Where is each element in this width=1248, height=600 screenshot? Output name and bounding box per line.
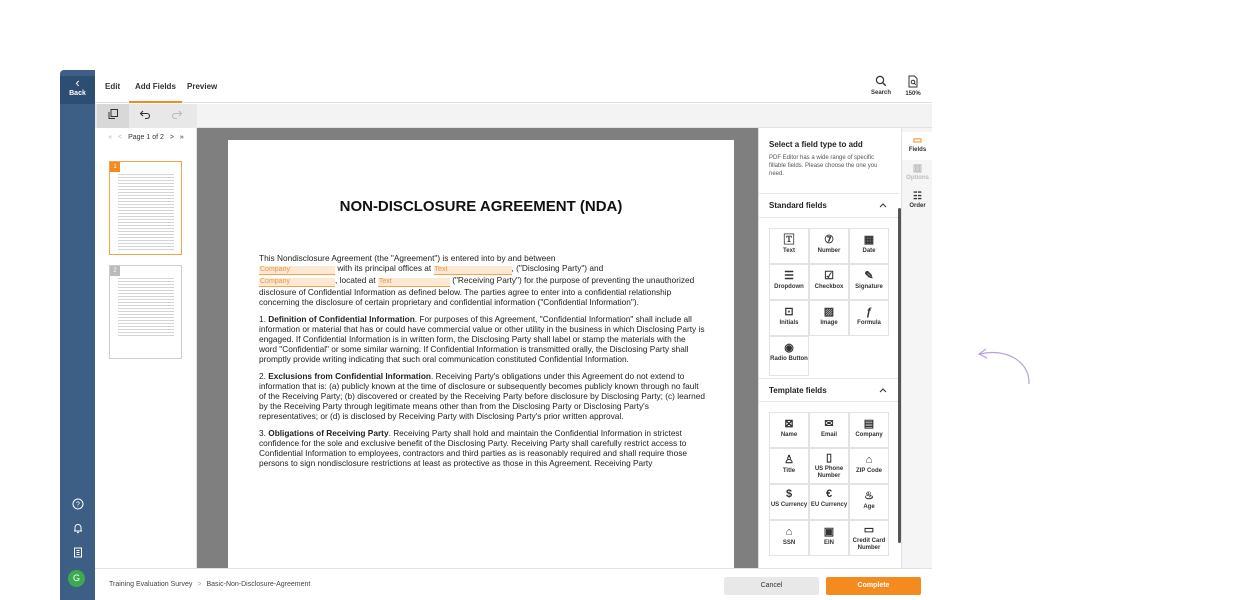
toolbar-spacer bbox=[197, 104, 932, 128]
euro-icon: € bbox=[825, 488, 833, 500]
text-field[interactable]: Text bbox=[434, 266, 512, 275]
tab-label: Fields bbox=[908, 147, 927, 153]
field-label: Age bbox=[863, 504, 875, 510]
redo-icon[interactable] bbox=[161, 104, 193, 128]
intro-text: with its principal offices at bbox=[337, 263, 432, 273]
field-name[interactable] bbox=[769, 412, 809, 448]
section-title: Exclusions from Confidential Information bbox=[268, 371, 431, 381]
field-us-currency[interactable] bbox=[769, 484, 809, 520]
field-label: Company bbox=[855, 432, 883, 438]
cancel-button[interactable]: Cancel bbox=[724, 577, 819, 595]
breadcrumb-separator: > bbox=[197, 581, 202, 588]
field-ssn[interactable] bbox=[769, 520, 809, 556]
section-text: . Receiving Party's obligations under this Agreement do not extend to information that is: (a) publicly known at the time of disclosure or subsequently becomes publicly known through no fault of the Receiving Party; (b) discovered or created by the Receiving Party before disclosure by Disclosing Party; (c) learned by the Receiving Party through legitimate means other than from the Disclosing Party or Disclosing Party's representatives; or (d) is disclosed by Receiving Party with Disclosing Party's prior written approval. bbox=[259, 371, 705, 421]
fields-icon: ▭ bbox=[912, 135, 923, 146]
field-number[interactable] bbox=[809, 228, 849, 264]
svg-text:?: ? bbox=[75, 501, 80, 509]
field-label: ZIP Code bbox=[856, 468, 882, 474]
field-formula[interactable] bbox=[849, 300, 889, 336]
field-label: Checkbox bbox=[814, 284, 844, 290]
title-icon: ♙ bbox=[784, 454, 794, 466]
bell-icon[interactable] bbox=[60, 522, 95, 537]
panel-header bbox=[759, 128, 899, 194]
breadcrumb-document: Basic-Non-Disclosure-Agreement bbox=[206, 581, 311, 588]
standard-fields-header[interactable] bbox=[759, 194, 899, 218]
section-text: . Receiving Party shall hold and maintain the Confidential Information in strictest confidence for the sole and exclusive benefit of the Disclosing Party. Receiving Party shall carefully restrict access to Confidential Information to employees, contractors and third parties as is reasonably required and shall require those persons to sign nondisclosure restrictions at least as protective as those in this Agreement. Receiving Party bbox=[259, 428, 687, 468]
calendar-icon: ▦ bbox=[863, 234, 875, 246]
field-company[interactable] bbox=[849, 412, 889, 448]
tab-options[interactable] bbox=[902, 160, 932, 188]
document-viewer[interactable] bbox=[197, 128, 758, 568]
side-rail bbox=[901, 128, 932, 568]
field-signature[interactable] bbox=[849, 264, 889, 300]
intro-paragraph bbox=[259, 253, 705, 307]
field-label: US Currency bbox=[770, 502, 808, 508]
field-label: Date bbox=[862, 248, 876, 254]
pdf-editor-window bbox=[60, 70, 932, 600]
panel-title: Select a field type to add bbox=[769, 140, 863, 149]
tab-add-fields[interactable]: Add Fields bbox=[129, 70, 182, 103]
panel-description: PDF Editor has a wide range of specific fillable fields. Please choose the one you need. bbox=[769, 155, 878, 177]
field-us-phone[interactable] bbox=[809, 448, 849, 484]
document-body bbox=[259, 253, 705, 475]
thumbnail-number: 1 bbox=[110, 162, 120, 172]
document-title: NON-DISCLOSURE AGREEMENT (NDA) bbox=[339, 198, 623, 215]
field-label: EU Currency bbox=[810, 502, 848, 508]
company-field[interactable]: Company bbox=[259, 278, 335, 287]
search-button[interactable] bbox=[867, 75, 895, 96]
standard-fields-grid bbox=[769, 228, 891, 378]
ein-icon: ▣ bbox=[823, 526, 835, 538]
zoom-page-icon bbox=[899, 75, 927, 91]
field-credit-card[interactable] bbox=[849, 520, 889, 556]
thumbnail-number: 2 bbox=[110, 266, 120, 276]
section-3 bbox=[259, 428, 705, 468]
field-label: Signature bbox=[855, 284, 883, 290]
zoom-button[interactable] bbox=[899, 75, 927, 97]
number-field-icon: ⑦ bbox=[824, 234, 834, 246]
checkbox-icon: ☑ bbox=[824, 270, 834, 282]
copy-icon[interactable] bbox=[97, 104, 129, 128]
back-label: Back bbox=[69, 90, 86, 97]
curved-arrow-icon bbox=[974, 346, 1034, 390]
undo-icon[interactable] bbox=[129, 104, 161, 128]
pager bbox=[95, 134, 197, 141]
tab-fields[interactable] bbox=[902, 132, 932, 160]
page-indicator: Page 1 of 2 bbox=[128, 134, 164, 141]
section-title: Obligations of Receiving Party bbox=[268, 428, 389, 438]
zip-icon: ⌂ bbox=[865, 454, 873, 466]
field-label: Radio Button bbox=[770, 356, 808, 362]
field-label: EIN bbox=[823, 540, 834, 546]
options-icon: ▥ bbox=[912, 163, 923, 174]
intro-text: , located at bbox=[335, 275, 376, 285]
intro-text: , ("Disclosing Party") and bbox=[511, 263, 604, 273]
breadcrumb-folder[interactable]: Training Evaluation Survey bbox=[109, 581, 193, 588]
field-zip-code[interactable] bbox=[849, 448, 889, 484]
ssn-icon: ⌂ bbox=[785, 526, 793, 538]
radio-icon: ◉ bbox=[784, 342, 794, 354]
credit-card-icon: ▭ bbox=[863, 524, 875, 536]
dropdown-icon: ☰ bbox=[784, 270, 794, 282]
text-field-icon: 🅃 bbox=[783, 234, 795, 246]
tab-label: Order bbox=[909, 203, 926, 209]
back-button[interactable] bbox=[60, 76, 95, 104]
breadcrumb bbox=[109, 569, 310, 600]
field-label: Initials bbox=[779, 320, 799, 326]
field-label: Name bbox=[780, 432, 798, 438]
field-label: Credit Card Number bbox=[852, 538, 886, 551]
field-eu-currency[interactable] bbox=[809, 484, 849, 520]
order-icon: ☷ bbox=[913, 191, 922, 202]
signature-icon: ✎ bbox=[864, 270, 874, 282]
cake-icon: ♨ bbox=[864, 490, 874, 502]
field-label: Number bbox=[817, 248, 841, 254]
initials-icon: ⊡ bbox=[784, 306, 794, 318]
field-radio-button[interactable] bbox=[769, 336, 809, 376]
field-age[interactable] bbox=[849, 484, 889, 520]
field-date[interactable] bbox=[849, 228, 889, 264]
chevron-left-icon: ‹ bbox=[75, 75, 80, 90]
chevron-up-icon bbox=[879, 194, 887, 218]
chevron-up-icon bbox=[879, 379, 887, 403]
section-number: 2. bbox=[259, 371, 266, 381]
section-number: 1. bbox=[259, 314, 266, 324]
section-1 bbox=[259, 314, 705, 364]
intro-text: ("Receiving Party") for the purpose of preventing the unauthorized disclosure of Confidential Information as defined below. The parties agree to enter into a confidential relationship concerning the disclosure of certain proprietary and confidential information ("Confidential Information"). bbox=[259, 275, 695, 307]
field-label: Formula bbox=[857, 320, 881, 326]
company-field[interactable]: Company bbox=[259, 266, 335, 275]
field-initials[interactable] bbox=[769, 300, 809, 336]
field-types-panel bbox=[758, 128, 899, 568]
image-icon: ▨ bbox=[823, 306, 835, 318]
field-email[interactable] bbox=[809, 412, 849, 448]
thumbnail-preview bbox=[118, 278, 174, 338]
search-label: Search bbox=[870, 90, 891, 96]
field-title[interactable] bbox=[769, 448, 809, 484]
edit-toolbar bbox=[95, 104, 197, 128]
field-label: Text bbox=[783, 248, 795, 254]
formula-icon: ƒ bbox=[865, 306, 873, 318]
tab-order[interactable] bbox=[902, 188, 932, 216]
section-number: 3. bbox=[259, 428, 266, 438]
field-label: SSN bbox=[782, 540, 796, 546]
field-label: US Phone Number bbox=[814, 466, 844, 479]
tab-edit[interactable]: Edit bbox=[105, 82, 121, 91]
text-field[interactable]: Text bbox=[378, 278, 450, 287]
field-checkbox[interactable] bbox=[809, 264, 849, 300]
page-thumbnail-1[interactable] bbox=[109, 161, 182, 255]
dollar-icon: $ bbox=[785, 488, 793, 500]
help-icon[interactable] bbox=[60, 498, 95, 513]
page-thumbnails bbox=[95, 128, 197, 568]
section-text: . For purposes of this Agreement, "Confidential Information" shall include all information or material that has or could have commercial value or other utility in the business in which Disclosing Party is engaged. If Confidential Information is in written form, the Disclosing Party shall label or stamp the materials with the word "Confidential" or some similar warning. If Confidential Information is transmitted orally, the Disclosing Party shall promptly provide writing indicating that such oral communication constituted Confidential Information. bbox=[259, 314, 705, 364]
field-dropdown[interactable] bbox=[769, 264, 809, 300]
zoom-label: 150% bbox=[905, 91, 921, 97]
field-label: Email bbox=[820, 432, 837, 438]
company-icon: ▤ bbox=[863, 418, 875, 430]
left-rail bbox=[60, 70, 95, 600]
next-page-button[interactable]: > bbox=[169, 134, 174, 141]
section-title: Standard fields bbox=[769, 201, 827, 210]
complete-button[interactable]: Complete bbox=[826, 577, 921, 595]
name-icon: ⊠ bbox=[784, 418, 794, 430]
section-title: Template fields bbox=[769, 386, 827, 395]
last-page-button[interactable]: » bbox=[179, 134, 184, 141]
field-text[interactable] bbox=[769, 228, 809, 264]
avatar[interactable]: G bbox=[68, 570, 85, 587]
tab-preview[interactable]: Preview bbox=[187, 82, 218, 91]
field-image[interactable] bbox=[809, 300, 849, 336]
email-icon: ✉ bbox=[824, 418, 834, 430]
search-icon bbox=[867, 75, 895, 90]
phone-icon: ▯ bbox=[825, 452, 833, 464]
field-label: Dropdown bbox=[774, 284, 804, 290]
field-ein[interactable] bbox=[809, 520, 849, 556]
thumbnail-preview bbox=[118, 174, 174, 252]
first-page-button[interactable]: « bbox=[108, 134, 113, 141]
building-icon[interactable] bbox=[60, 546, 95, 561]
document-page bbox=[228, 140, 734, 568]
section-2 bbox=[259, 371, 705, 421]
template-fields-grid bbox=[769, 412, 891, 562]
prev-page-button[interactable]: < bbox=[118, 134, 123, 141]
section-title: Definition of Confidential Information bbox=[268, 314, 415, 324]
field-label: Title bbox=[782, 468, 796, 474]
intro-text: This Nondisclosure Agreement (the "Agreement") is entered into by and between bbox=[259, 253, 556, 263]
field-label: Image bbox=[820, 320, 838, 326]
template-fields-header[interactable] bbox=[759, 378, 899, 402]
bottom-bar bbox=[95, 568, 932, 600]
page-thumbnail-2[interactable] bbox=[109, 265, 182, 359]
top-toolbar bbox=[95, 70, 932, 103]
tab-label: Options bbox=[906, 175, 929, 181]
